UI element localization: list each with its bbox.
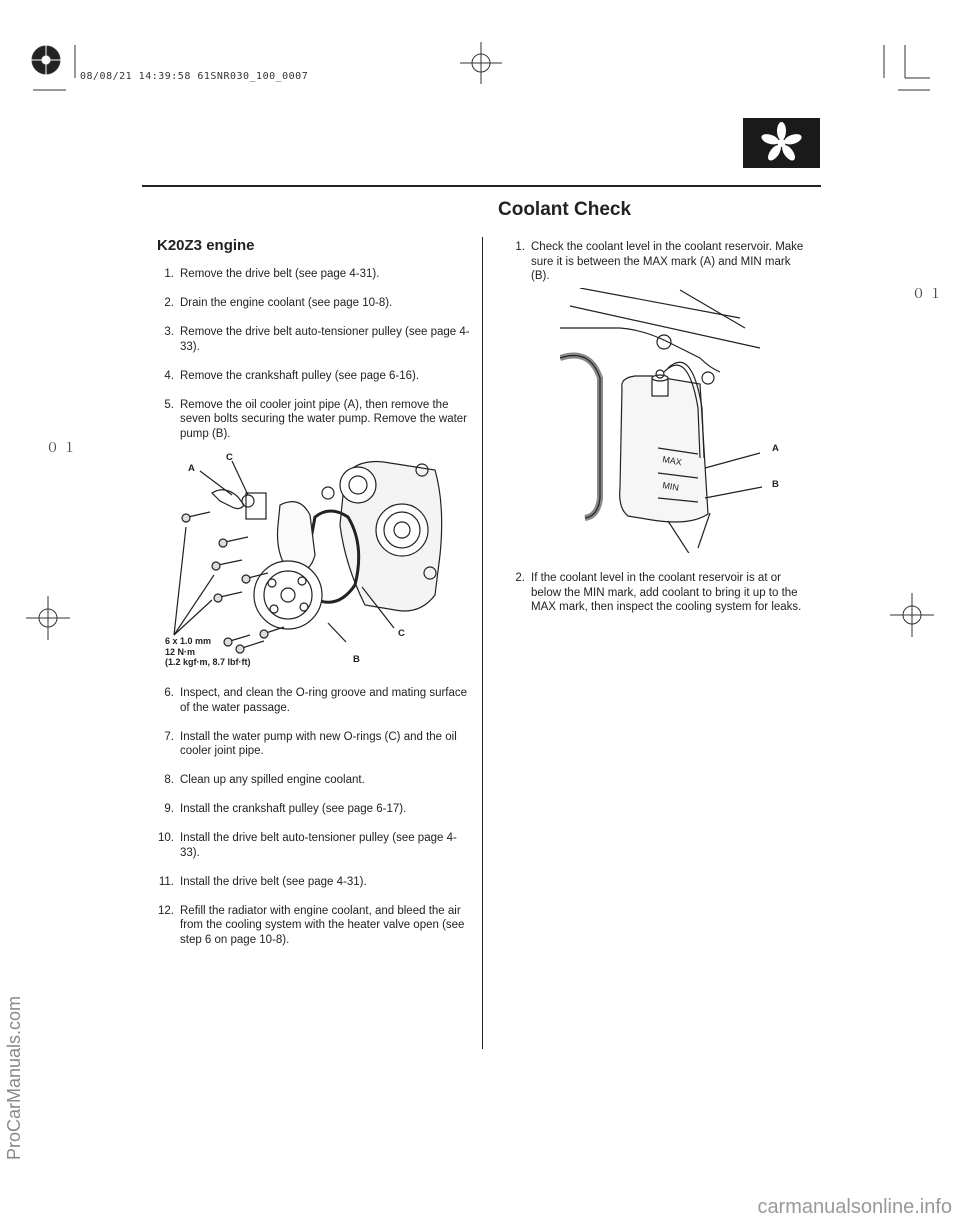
list-item: 6. Inspect, and clean the O-ring groove and mating surface of the water passage. <box>164 687 468 714</box>
right-step-2 <box>503 571 808 629</box>
coolant-reservoir-illustration <box>560 288 800 553</box>
torque-spec: 6 x 1.0 mm 12 N·m (1.2 kgf·m, 8.7 lbf·ft) <box>165 636 251 667</box>
list-item: 8. Clean up any spilled engine coolant. <box>164 774 365 786</box>
min-mark-text: MIN <box>661 480 680 493</box>
list-item: 11. Install the drive belt (see page 4-31). <box>158 875 367 888</box>
list-item: 9. Install the crankshaft pulley (see page 6-17). <box>164 803 407 815</box>
coolant-reservoir-figure <box>560 288 800 553</box>
watermark-bottom: carmanualsonline.info <box>757 1196 952 1218</box>
list-item: 5. Remove the oil cooler joint pipe (A), then remove the seven bolts securing the water pump. Remove the water pump (B). <box>164 398 468 440</box>
list-item: 4. Remove the crankshaft pulley (see page 6-16). <box>164 369 420 382</box>
label-c-top: C <box>226 452 233 463</box>
side-code-left: ０１ <box>46 441 81 456</box>
steps-before-list <box>152 267 470 456</box>
max-mark-text: MAX <box>661 454 683 468</box>
list-item: 7. Install the water pump with new O-rings (C) and the oil cooler joint pipe. <box>164 730 457 757</box>
section-icon-box <box>743 118 820 168</box>
header-rule <box>142 185 821 187</box>
label-max-a: A <box>772 443 779 454</box>
steps-after-list <box>152 686 470 962</box>
label-min-b: B <box>772 479 779 490</box>
right-crop-mark <box>880 585 960 655</box>
list-item: 1. Remove the drive belt (see page 4-31). <box>164 268 380 280</box>
label-b: B <box>353 654 360 665</box>
list-item: 2. Drain the engine coolant (see page 10-8). <box>164 297 393 309</box>
fan-icon <box>743 118 820 168</box>
engine-heading: K20Z3 engine <box>157 237 255 254</box>
section-title: Coolant Check <box>498 199 632 220</box>
label-c-bottom: C <box>398 628 405 639</box>
list-item: 1. Check the coolant level in the coolant reservoir. Make sure it is between the MAX mark (A) and MIN mark (B). <box>515 241 804 282</box>
print-stamp: 08/08/21 14:39:58 61SNR030_100_0007 <box>80 71 309 82</box>
label-a: A <box>188 463 195 474</box>
water-pump-figure <box>160 445 460 670</box>
list-item: 12. Refill the radiator with engine coolant, and bleed the air from the cooling system with the heater valve open (see step 6 on page 10-8). <box>158 904 465 946</box>
left-crop-mark <box>0 590 80 660</box>
crop-marks <box>0 0 960 110</box>
side-code-right: ０１ <box>912 287 947 302</box>
watermark-left: ProCarManuals.com <box>4 995 24 1160</box>
list-item: 3. Remove the drive belt auto-tensioner pulley (see page 4-33). <box>164 326 470 353</box>
list-item: 2. If the coolant level in the coolant reservoir is at or below the MIN mark, add coolant to bring it up to the MAX mark, then inspect the cooling system for leaks. <box>515 572 802 613</box>
column-divider <box>482 237 483 1049</box>
list-item: 10. Install the drive belt auto-tensioner pulley (see page 4-33). <box>158 832 457 859</box>
